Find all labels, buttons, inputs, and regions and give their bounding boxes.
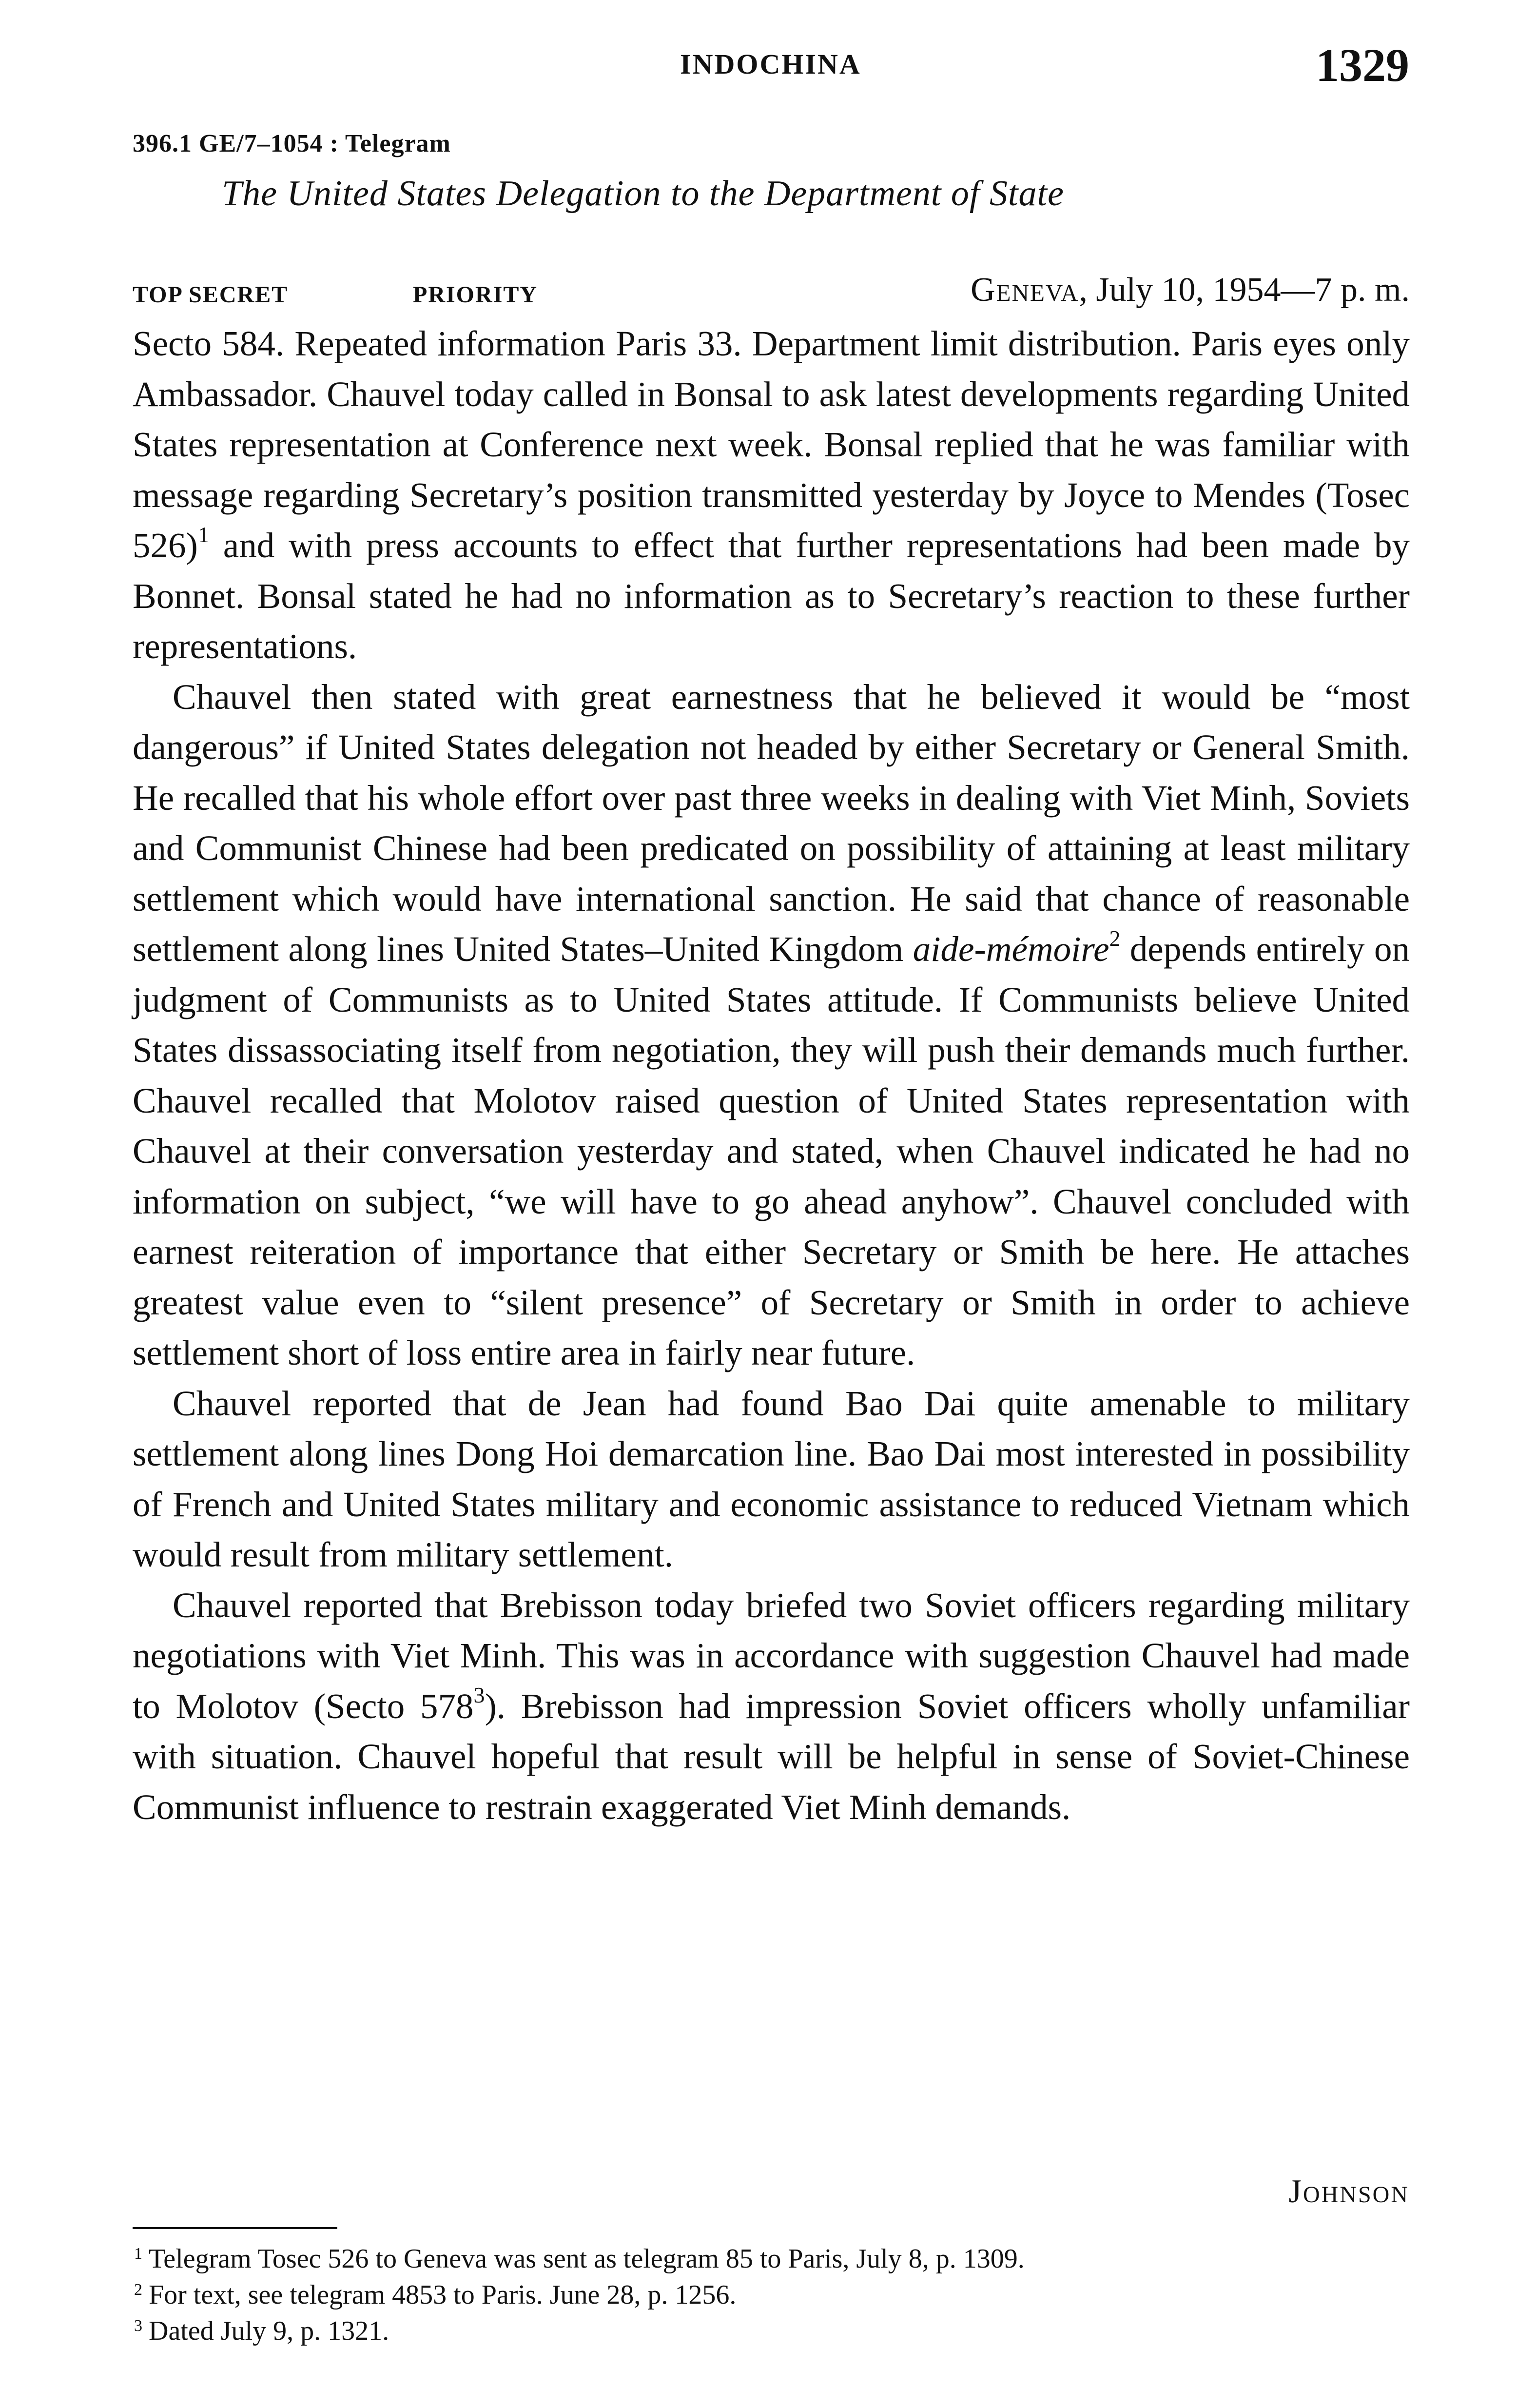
paragraph-2 [133,672,1410,1378]
signature: Johnson [1288,2173,1409,2210]
priority-label: PRIORITY [413,282,538,308]
place: Geneva [971,271,1079,309]
paragraph-text: Chauvel reported that Brebisson today briefed two Soviet officers regarding military negotiations with Viet Minh. This was in accordance with suggestion Chauvel had made to Molotov (Secto 578 [133,1585,1410,1726]
paragraph-text: Chauvel then stated with great earnestness that he believed it would be “most dangerous” if United States delegation not headed by either Secretary or General Smith. He recalled that his whole effort over past three weeks in dealing with Viet Minh, Soviets and Communist Chinese had been predicated on possibility of attaining at least military settlement which would have international sanction. He said that chance of reasonable settlement along lines United States–United Kingdom [133,677,1410,969]
footnote-number: 3 [134,2317,142,2335]
paragraph-text: Secto 584. Repeated information Paris 33. Department limit distribution. Paris eyes only Ambassador. Chauvel today called in Bonsal to ask latest developments regarding United States representation at Conference next week. Bonsal replied that he was familiar with message regarding Secretary’s position transmitted yesterday by Joyce to Mendes (Tosec 526) [133,324,1410,565]
telegram-body [133,318,1410,1832]
footnote-text: Telegram Tosec 526 to Geneva was sent as telegram 85 to Paris, July 8, p. 1309. [149,2244,1025,2274]
telegram-meta [133,271,1410,310]
footnote-marker: 2 [1109,925,1121,951]
footnote-number: 1 [134,2245,142,2263]
running-head [0,38,1536,92]
paragraph-3 [133,1378,1410,1580]
document-title: The United States Delegation to the Department of State [222,174,1064,214]
footnote [134,2315,1411,2351]
classification-label: TOP SECRET [133,282,289,308]
footnotes [134,2243,1411,2351]
footnote-marker: 1 [197,522,209,547]
footnote-marker: 3 [473,1683,485,1708]
paragraph-text: depends entirely on judgment of Communists as to United States attitude. If Communists believe United States dissassociating itself from negotiation, they will push their demands much further. Chauvel recalled that Molotov raised question of United States representation with Chauvel at their conversation yesterday and stated, when Chauvel indicated he had no information on subject, “we will have to go ahead anyhow”. Chauvel concluded with earnest reiteration of importance that either Secretary or Smith be here. He attaches greatest value even to “silent presence” of Secretary or Smith in order to achieve settlement short of loss entire area in fairly near future. [133,929,1410,1372]
paragraph-4 [133,1580,1410,1833]
paragraph-text: and with press accounts to effect that further representations had been made by Bonnet. Bonsal stated he had no information as to Secretary’s reaction to these further representations. [133,526,1410,666]
section-title: INDOCHINA [680,48,861,80]
footnote [134,2279,1411,2315]
paragraph-1 [133,318,1410,672]
place-date [971,271,1410,310]
footnote-number: 2 [134,2281,142,2299]
footnote-text: Dated July 9, p. 1321. [149,2316,389,2346]
date-time: , July 10, 1954—7 p. m. [1079,271,1410,309]
page-number: 1329 [1316,39,1409,91]
footnote-divider [133,2227,337,2229]
paragraph-text: Chauvel reported that de Jean had found Bao Dai quite amenable to military settlement along lines Dong Hoi demarcation line. Bao Dai most interested in possibility of French and United States military and economic assistance to reduced Vietnam which would result from military settlement. [133,1383,1410,1574]
footnote-text: For text, see telegram 4853 to Paris. June 28, p. 1256. [149,2280,737,2310]
footnote [134,2243,1411,2279]
file-reference: 396.1 GE/7–1054 : Telegram [133,130,451,157]
paragraph-text: ). Brebisson had impression Soviet officers wholly unfamiliar with situation. Chauvel hopeful that result will be helpful in sense of Soviet-Chinese Communist influence to restrain exaggerated Viet Minh demands. [133,1686,1410,1827]
italic-term: aide-mémoire [913,929,1109,969]
